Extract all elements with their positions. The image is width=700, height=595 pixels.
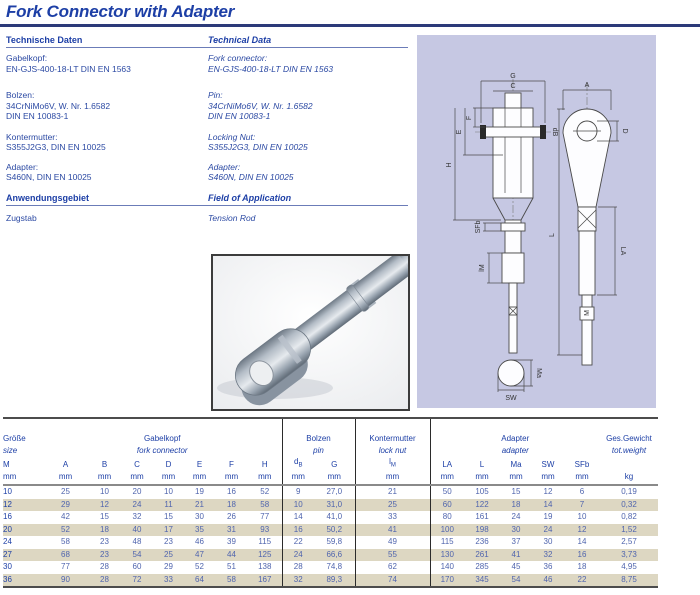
value-cell: 12 <box>577 524 587 534</box>
spec-item <box>6 162 204 183</box>
table-row <box>3 524 658 537</box>
value-cell: 31,0 <box>314 499 355 512</box>
spec-value: EN-GJS-400-18-LT DIN EN 1563 <box>6 63 131 74</box>
table-symbol-row <box>3 455 658 469</box>
value-cell: 345 <box>475 574 489 584</box>
group-pin-de: Bolzen <box>282 418 355 443</box>
value-cell: 10 <box>577 512 587 521</box>
value-cell: 52 <box>195 562 204 571</box>
value-cell: 6 <box>579 487 585 496</box>
spec-label: Adapter: <box>6 161 39 172</box>
value-cell: 167 <box>248 574 282 588</box>
spec-label: Gabelkopf: <box>6 53 48 63</box>
value-cell: 68 <box>61 549 70 559</box>
value-cell: 36 <box>543 562 553 571</box>
value-cell: 93 <box>248 524 282 537</box>
value-cell: 15 <box>511 487 521 496</box>
value-cell: 198 <box>475 524 489 534</box>
value-cell: 54 <box>511 574 521 584</box>
value-cell: 31 <box>227 524 236 534</box>
group-weight-de: Ges.Gewicht <box>606 434 652 443</box>
column-unit: mm <box>355 469 430 485</box>
column-symbol: $l_M$ <box>355 455 430 469</box>
value-cell: 28 <box>100 562 109 571</box>
value-cell: 9 <box>296 487 301 496</box>
value-cell: 62 <box>355 561 430 574</box>
table-row <box>3 549 658 562</box>
value-cell: 30 <box>195 512 204 521</box>
value-cell: 23 <box>100 537 109 546</box>
group-size-en: size <box>3 446 18 455</box>
group-locknut-de: Kontermutter <box>355 418 430 443</box>
dim-label-H: H <box>446 162 453 168</box>
technical-drawing-panel <box>417 35 656 408</box>
spec-value: 34CrNiMo6V, W. Nr. 1.6582 <box>208 100 313 111</box>
value-cell: 19 <box>543 512 553 521</box>
spec-label: Bolzen: <box>6 90 35 100</box>
value-cell: 115 <box>440 537 454 546</box>
value-cell: 16 <box>227 487 236 496</box>
column-symbol: SFb <box>574 460 590 469</box>
value-cell: 44 <box>227 549 236 559</box>
value-cell: 29 <box>164 562 173 571</box>
value-cell: 0,32 <box>621 499 637 509</box>
value-cell: 12 <box>543 487 553 496</box>
value-cell: 125 <box>248 549 282 562</box>
spec-value: DIN EN 10083-1 <box>6 111 69 121</box>
value-cell: 285 <box>475 562 489 571</box>
value-cell: 30 <box>511 524 521 534</box>
section-header-de: Technische Daten <box>6 35 83 45</box>
value-cell: 37 <box>511 537 521 546</box>
table-row <box>3 485 658 499</box>
value-cell: 236 <box>475 537 489 546</box>
column-symbol: SW <box>541 460 555 469</box>
value-cell: 90 <box>61 574 70 584</box>
value-cell: 28 <box>100 574 109 584</box>
column-symbol: M <box>3 460 10 469</box>
spec-value: 34CrNiMo6V, W. Nr. 1.6582 <box>6 100 111 111</box>
size-cell: 16 <box>3 512 12 521</box>
column-unit: mm <box>564 469 600 485</box>
value-cell: 8,75 <box>621 574 637 584</box>
spec-column-german <box>6 53 204 183</box>
spec-value: S460N, DIN EN 10025 <box>6 172 92 182</box>
value-cell: 51 <box>227 562 236 571</box>
value-cell: 261 <box>475 549 489 559</box>
value-cell: 32 <box>132 512 142 521</box>
spec-label: Fork connector: <box>208 53 268 63</box>
size-cell: 12 <box>3 499 12 509</box>
value-cell: 19 <box>195 487 204 496</box>
column-unit: mm <box>43 469 88 485</box>
value-cell: 41,0 <box>314 511 355 524</box>
fork-connector-photo-graphic <box>213 256 408 409</box>
value-cell: 12 <box>100 499 109 509</box>
value-cell: 26 <box>227 512 236 521</box>
value-cell: 18 <box>227 499 236 509</box>
value-cell: 33 <box>164 574 173 584</box>
value-cell: 16 <box>293 524 303 534</box>
application-value-en: Tension Rod <box>208 213 256 223</box>
value-cell: 30 <box>543 537 553 546</box>
section-rule <box>6 47 408 48</box>
value-cell: 77 <box>248 511 282 524</box>
column-symbol: G <box>314 455 355 469</box>
spec-item <box>6 90 204 122</box>
value-cell: 0,82 <box>621 512 637 521</box>
column-unit: mm <box>282 469 314 485</box>
group-size-de: Größe <box>3 434 26 443</box>
value-cell: 2,57 <box>621 537 637 546</box>
size-cell: 10 <box>3 487 12 496</box>
value-cell: 64 <box>195 574 204 584</box>
value-cell: 23 <box>100 549 109 559</box>
table-row <box>3 511 658 524</box>
group-fork-en: fork connector <box>43 443 282 455</box>
table-row <box>3 499 658 512</box>
column-symbol: $d_B$ <box>294 457 303 469</box>
dim-label-C: C <box>510 83 516 90</box>
page-title: Fork Connector with Adapter <box>6 2 235 21</box>
column-symbol: A <box>62 460 69 469</box>
table-row <box>3 536 658 549</box>
value-cell: 100 <box>440 524 454 534</box>
spec-label: Adapter: <box>208 161 241 172</box>
value-cell: 52 <box>248 485 282 499</box>
column-unit: mm <box>430 469 464 485</box>
table-row <box>3 574 658 588</box>
section-rule <box>6 205 408 206</box>
value-cell: 72 <box>132 574 142 584</box>
value-cell: 54 <box>132 549 142 559</box>
value-cell: 41 <box>355 524 430 537</box>
table-unit-row <box>3 469 658 485</box>
column-symbol: D <box>165 460 172 469</box>
group-locknut-en: lock nut <box>355 443 430 455</box>
column-unit: kg <box>600 469 658 485</box>
value-cell: 46 <box>195 537 204 546</box>
value-cell: 14 <box>577 537 587 546</box>
size-cell: 30 <box>3 562 12 571</box>
spec-column-english <box>208 53 406 183</box>
column-unit: mm <box>314 469 355 485</box>
value-cell: 58 <box>227 574 236 584</box>
spec-value: EN-GJS-400-18-LT DIN EN 1563 <box>208 63 334 74</box>
value-cell: 66,6 <box>314 549 355 562</box>
value-cell: 59,8 <box>314 536 355 549</box>
value-cell: 24 <box>511 512 521 521</box>
spec-item <box>208 162 406 183</box>
value-cell: 41 <box>511 549 521 559</box>
spec-value: S355J2G3, DIN EN 10025 <box>6 142 106 152</box>
column-unit: mm <box>88 469 121 485</box>
column-unit: mm <box>153 469 184 485</box>
value-cell: 23 <box>164 537 173 546</box>
column-symbol: L <box>479 460 485 469</box>
dim-label-G: G <box>510 73 516 80</box>
column-unit: mm <box>184 469 215 485</box>
spec-item <box>208 132 406 153</box>
spec-value: S355J2G3, DIN EN 10025 <box>208 142 308 152</box>
group-weight-en: tot.weight <box>611 446 647 455</box>
dim-label-Ma: Ma <box>535 368 542 378</box>
value-cell: 25 <box>164 549 173 559</box>
value-cell: 11 <box>164 499 173 509</box>
spec-item <box>208 53 406 74</box>
size-cell: 24 <box>3 537 12 546</box>
value-cell: 138 <box>248 561 282 574</box>
column-unit: mm <box>3 469 43 485</box>
column-symbol: H <box>248 455 282 469</box>
value-cell: 0,19 <box>621 487 637 496</box>
title-rule <box>0 24 700 27</box>
application-header-de: Anwendungsgebiet <box>6 193 89 203</box>
value-cell: 33 <box>355 511 430 524</box>
value-cell: 161 <box>475 512 489 521</box>
size-cell: 36 <box>3 574 12 584</box>
table-group-row-de <box>3 418 658 443</box>
value-cell: 1,52 <box>621 524 637 534</box>
spec-item <box>6 53 204 74</box>
table-row <box>3 561 658 574</box>
value-cell: 15 <box>164 512 173 521</box>
value-cell: 122 <box>475 499 489 509</box>
column-symbol: B <box>101 460 108 469</box>
value-cell: 50 <box>442 487 452 496</box>
value-cell: 3,73 <box>621 549 637 559</box>
dim-label-E: E <box>456 129 463 135</box>
value-cell: 40 <box>132 524 142 534</box>
value-cell: 55 <box>355 549 430 562</box>
value-cell: 60 <box>132 562 142 571</box>
spec-item <box>208 90 406 122</box>
value-cell: 89,3 <box>314 574 355 588</box>
section-header-en: Technical Data <box>208 35 272 45</box>
value-cell: 24 <box>293 549 303 559</box>
column-unit: mm <box>121 469 153 485</box>
dim-label-A: A <box>584 82 590 89</box>
value-cell: 42 <box>61 512 70 521</box>
dim-label-F: F <box>466 115 473 121</box>
value-cell: 10 <box>164 487 173 496</box>
value-cell: 32 <box>293 574 303 584</box>
dim-label-SFb: SFb <box>475 220 482 234</box>
value-cell: 77 <box>61 562 70 571</box>
size-cell: 27 <box>3 549 12 559</box>
dim-label-dB: dB <box>551 127 558 137</box>
value-cell: 45 <box>511 562 521 571</box>
application-header-en: Field of Application <box>208 193 292 203</box>
spec-label: Locking Nut: <box>208 131 256 142</box>
dim-label-D: D <box>621 128 628 134</box>
column-unit: mm <box>248 469 282 485</box>
dimension-drawing <box>417 35 656 408</box>
dim-label-lM: lM <box>479 264 486 272</box>
value-cell: 74,8 <box>314 561 355 574</box>
dim-label-SW: SW <box>505 395 517 402</box>
value-cell: 29 <box>61 499 70 509</box>
column-symbol: E <box>196 460 203 469</box>
value-cell: 49 <box>355 536 430 549</box>
value-cell: 50,2 <box>314 524 355 537</box>
column-symbol: LA <box>442 460 453 469</box>
value-cell: 28 <box>293 562 303 571</box>
value-cell: 25 <box>61 487 70 496</box>
group-adapter-en: adapter <box>501 446 529 455</box>
spec-item <box>6 132 204 153</box>
value-cell: 140 <box>440 562 454 571</box>
value-cell: 80 <box>442 512 452 521</box>
value-cell: 170 <box>440 574 454 584</box>
table-group-row-en <box>3 443 658 455</box>
spec-value: DIN EN 10083-1 <box>208 111 271 121</box>
value-cell: 18 <box>100 524 109 534</box>
dim-label-M: M <box>583 310 591 316</box>
column-unit: mm <box>532 469 564 485</box>
value-cell: 58 <box>61 537 70 546</box>
value-cell: 10 <box>293 499 303 509</box>
product-photo <box>211 254 410 411</box>
value-cell: 105 <box>475 487 489 496</box>
column-symbol <box>600 455 658 469</box>
value-cell: 46 <box>543 574 553 584</box>
value-cell: 15 <box>100 512 109 521</box>
value-cell: 7 <box>579 499 585 509</box>
column-symbol: C <box>134 460 140 469</box>
value-cell: 25 <box>355 499 430 512</box>
group-fork-de: Gabelkopf <box>43 418 282 443</box>
value-cell: 39 <box>227 537 236 546</box>
value-cell: 60 <box>442 499 452 509</box>
spec-label: Pin: <box>208 90 223 100</box>
value-cell: 48 <box>132 537 142 546</box>
application-value-de: Zugstab <box>6 213 37 223</box>
value-cell: 10 <box>100 487 109 496</box>
value-cell: 24 <box>543 524 553 534</box>
value-cell: 18 <box>511 499 521 509</box>
value-cell: 14 <box>293 512 303 521</box>
group-adapter-de: Adapter <box>501 434 530 443</box>
column-unit: mm <box>500 469 532 485</box>
value-cell: 21 <box>195 499 204 509</box>
value-cell: 35 <box>195 524 204 534</box>
column-unit: mm <box>215 469 248 485</box>
value-cell: 14 <box>543 499 553 509</box>
value-cell: 24 <box>132 499 142 509</box>
value-cell: 27,0 <box>314 485 355 499</box>
value-cell: 17 <box>164 524 173 534</box>
value-cell: 4,95 <box>621 562 637 571</box>
value-cell: 18 <box>577 562 587 571</box>
value-cell: 32 <box>543 549 553 559</box>
value-cell: 21 <box>355 485 430 499</box>
spec-value: S460N, DIN EN 10025 <box>208 172 294 182</box>
spec-label: Kontermutter: <box>6 131 58 142</box>
column-symbol: Ma <box>510 460 522 469</box>
value-cell: 115 <box>248 536 282 549</box>
size-cell: 20 <box>3 524 12 534</box>
value-cell: 16 <box>577 549 587 559</box>
value-cell: 47 <box>195 549 204 559</box>
value-cell: 74 <box>355 574 430 588</box>
value-cell: 20 <box>132 487 142 496</box>
column-unit: mm <box>464 469 500 485</box>
value-cell: 130 <box>440 549 454 559</box>
column-symbol: F <box>229 460 234 469</box>
value-cell: 22 <box>293 537 303 546</box>
dim-label-L: L <box>549 233 556 237</box>
value-cell: 22 <box>577 574 587 584</box>
dimension-table <box>3 417 658 588</box>
group-pin-en: pin <box>282 443 355 455</box>
value-cell: 52 <box>61 524 70 534</box>
dim-label-LA: LA <box>619 246 626 256</box>
value-cell: 58 <box>248 499 282 512</box>
